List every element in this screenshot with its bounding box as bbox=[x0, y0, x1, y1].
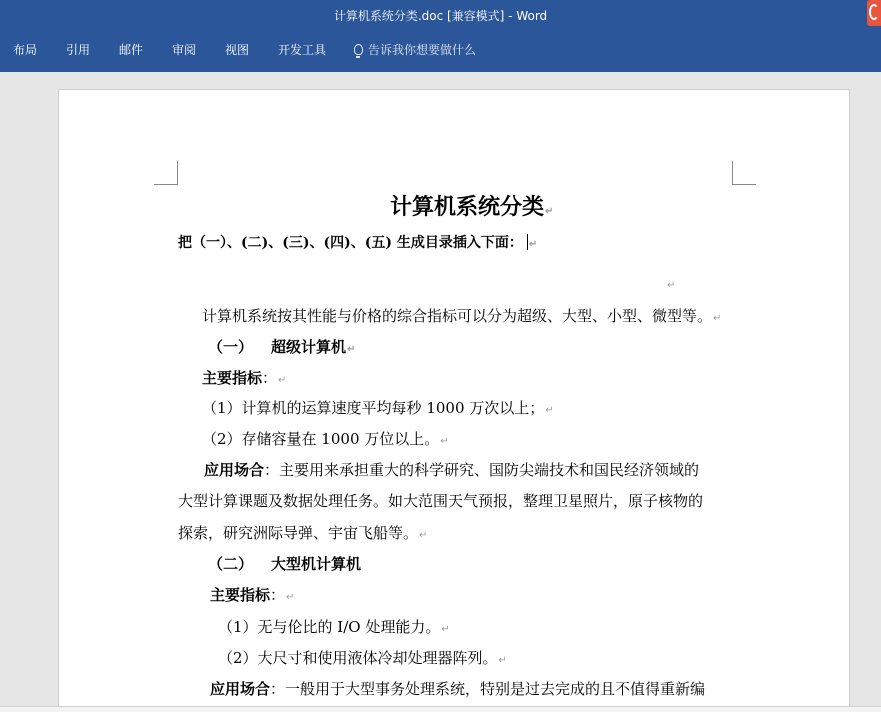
tab-references[interactable]: 引用 bbox=[66, 43, 91, 57]
tab-mailings[interactable]: 邮件 bbox=[119, 43, 144, 57]
section2-heading: （二） 大型机计算机 bbox=[208, 555, 362, 573]
section1-application-line2: 大型计算课题及数据处理任务。如大范围天气预报，整理卫星照片，原子核物的 bbox=[178, 492, 704, 510]
instruction-line: 把（一）、(二)、(三)、(四)、(五) 生成目录插入下面： ↵ bbox=[178, 235, 538, 251]
section1-application-line3: 探索，研究洲际导弹、宇宙飞船等。↵ bbox=[178, 524, 428, 542]
section1-heading: （一） 超级计算机↵ bbox=[208, 338, 356, 356]
intro-paragraph: 计算机系统按其性能与价格的综合指标可以分为超级、大型、小型、微型等。↵ bbox=[202, 307, 722, 325]
document-page[interactable] bbox=[58, 89, 850, 712]
tab-view[interactable]: 视图 bbox=[225, 43, 250, 57]
wps-badge-icon[interactable] bbox=[867, 0, 881, 26]
section2-item1: （1）无与伦比的 I/O 处理能力。↵ bbox=[218, 618, 450, 636]
status-bar bbox=[0, 706, 881, 712]
window-title: 计算机系统分类.doc [兼容模式] - Word bbox=[333, 9, 548, 23]
tab-review[interactable]: 审阅 bbox=[172, 43, 197, 57]
tab-developer[interactable]: 开发工具 bbox=[278, 43, 327, 57]
section1-item2: （2）存储容量在 1000 万位以上。↵ bbox=[202, 430, 449, 448]
section1-item1: （1）计算机的运算速度平均每秒 1000 万次以上；↵ bbox=[202, 399, 554, 417]
document-canvas[interactable] bbox=[0, 72, 881, 706]
document-title: 计算机系统分类↵ bbox=[390, 194, 554, 220]
section2-indicator-label: 主要指标：↵ bbox=[210, 586, 295, 604]
empty-paragraph: ↵ bbox=[667, 280, 676, 291]
title-bar bbox=[0, 0, 881, 30]
crop-mark-top-left bbox=[154, 161, 178, 185]
vertical-scrollbar[interactable] bbox=[874, 72, 881, 706]
tell-me-search[interactable] bbox=[354, 41, 476, 58]
text-caret bbox=[527, 234, 528, 250]
section2-application-line1: 应用场合：一般用于大型事务处理系统，特别是过去完成的且不值得重新编 bbox=[210, 680, 706, 698]
section1-indicator-label: 主要指标：↵ bbox=[202, 369, 287, 387]
paragraph-mark: ↵ bbox=[545, 206, 554, 217]
tab-layout[interactable]: 布局 bbox=[13, 43, 38, 57]
ribbon-tabs bbox=[0, 30, 881, 72]
section2-item2: （2）大尺寸和使用液体冷却处理器阵列。↵ bbox=[218, 649, 507, 667]
crop-mark-top-right bbox=[732, 161, 756, 185]
lightbulb-icon bbox=[354, 44, 363, 55]
tell-me-text: 告诉我你想要做什么 bbox=[368, 43, 477, 57]
section1-application-line1: 应用场合：主要用来承担重大的科学研究、国防尖端技术和国民经济领域的 bbox=[204, 461, 700, 479]
